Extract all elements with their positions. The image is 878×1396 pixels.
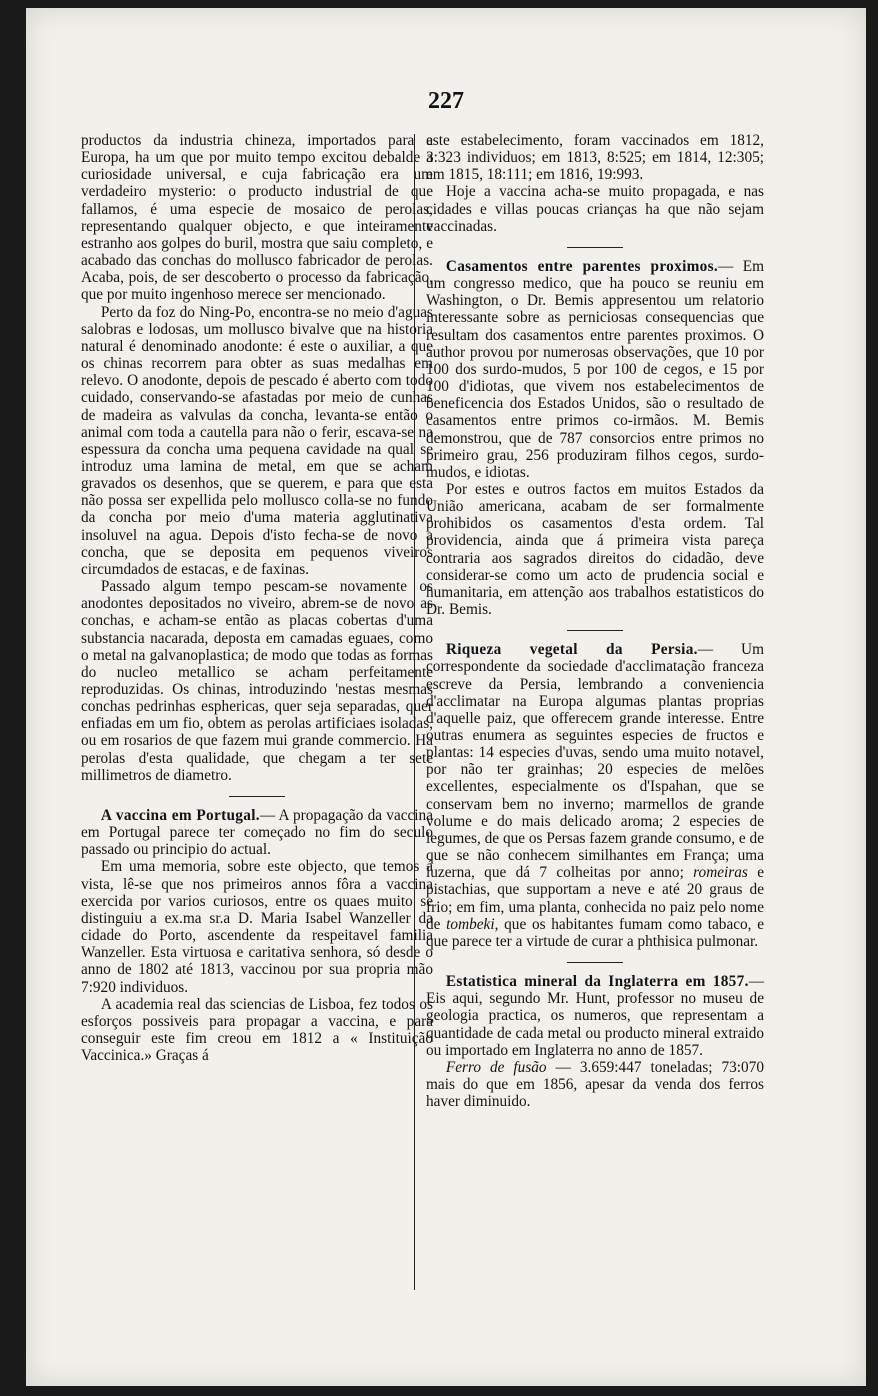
article-riqueza: [426, 641, 764, 950]
section-rule: [229, 796, 285, 797]
heading-riqueza: Riqueza vegetal da Persia.: [445, 641, 698, 659]
article-riqueza-text-c: , que os habitantes fumam como tabaco, e que parece ter a virtude de curar a phthisica pulmonar.: [426, 915, 765, 950]
section-rule: [567, 247, 623, 248]
article-casamentos-lead-text: — Em um congresso medico, que ha pouco se reuniu em Washington, o Dr. Bemis appresentou um relatorio interessante sobre as perniciosas consequencias que resultam dos casamentos entre parentes proximos. O author provou por numerosas observações, que 10 por 100 dos surdo-mudos, 5 por 100 de cegos, e 15 por 100 d'idiotas, que vivem nos estabelecimentos de beneficencia dos Estados Unidos, são o resultado de casamentos entre primos co-irmãos. M. Bemis demonstrou, que de 787 consorcios entre primos no primeiro grau, 256 produziram filhos cegos, surdo-mudos, e idiotas.: [426, 257, 764, 481]
right-column: [426, 132, 764, 1110]
article-vaccina-today: Hoje a vaccina acha-se muito propagada, e nas cidades e villas poucas crianças ha que não sejam vaccinadas.: [426, 183, 764, 235]
article-vaccina-academia: A academia real das sciencias de Lisboa, fez todos os esforços possiveis para propagar a vaccina, e para conseguir este fim creou em 1812 a « Instituição Vaccinica.» Graças á: [81, 995, 433, 1065]
section-rule: [567, 630, 623, 631]
heading-vaccina: A vaccina em Portugal.: [100, 806, 260, 824]
article-chinese-pearls-process: Passado algum tempo pescam-se novamente os anodontes depositados no viveiro, abrem-se de novo as conchas, e acham-se então as placas cobertas d'uma substancia nacarada, deposta em camadas eguaes, como o metal na galvanoplastica; de modo que todas as formas do nucleo metallico se acham perfeitamente reproduzidas. Os chinas, introduzindo 'nestas mesmas conchas pedrinhas esphericas, quer seja separadas, quer enfiadas em um fio, obtem as perolas artificiaes isoladas, ou em rosarios de que fazem mui grande commercio. Ha perolas d'esta qualidade, que chegam a ter sete millimetros de diametro.: [81, 578, 433, 784]
left-column: [81, 132, 433, 1064]
newspaper-page: [26, 8, 866, 1386]
article-casamentos-laws: Por estes e outros factos em muitos Estados da União americana, acabam de ser formalmente prohibidos os casamentos d'esta ordem. Tal providencia, ainda que á primeira vista pareça contraria aos sagrados direitos do cidadão, deve considerar-se como um acto de prudencia social e humanitaria, em attenção aos trabalhos estatisticos do Dr. Bemis.: [426, 480, 764, 619]
article-vaccina-memoria: Em uma memoria, sobre este objecto, que temos á vista, lê-se que nos primeiros annos fôra a vaccina exercida por varios curiosos, entre os quaes muito se distinguiu a ex.ma sr.a D. Maria Isabel Wanzeller da cidade do Porto, ascendente da respeitavel familia Wanzeller. Esta virtuosa e caritativa senhora, só desde o anno de 1802 até 1813, vaccinou por sua propria mão 7:920 individuos.: [81, 858, 433, 996]
ferro-fusao-label: Ferro de fusão: [445, 1058, 547, 1076]
article-chinese-pearls-anodonte: Perto da foz do Ning-Po, encontra-se no meio d'aguas salobras e lodosas, um mollusco bivalve que na historia natural é denominado anodonte: é este o auxiliar, a que os chinas recorrem para obter as suas medalhas em relevo. O anodonte, depois de pescado é aberto com todo cuidado, conservando-se afastadas por meio de cunhas de madeira as valvulas da concha, levanta-se então o animal com toda a cautella para não o ferir, escava-se na espessura da concha uma pequena cavidade na qual se introduz uma lamina de metal, em que se acham gravados os desenhos, que se querem, e para que esta não possa ser expellida pelo mollusco colla-se no fundo da concha por meio d'uma materia agglutinativa insoluvel na agua. Depois d'isto fecha-se de novo a concha, que se deposita em pequenos viveiros circumdados de estacas, e de faxinas.: [81, 303, 433, 578]
article-estatistica-lead-text: — Eis aqui, segundo Mr. Hunt, professor no museu de geologia practica, os numeros, que representam a quantidade de cada metal ou producto mineral extraido ou importado em Inglaterra no anno de 1857.: [426, 973, 764, 1059]
article-chinese-pearls-intro: productos da industria chineza, importados para a Europa, ha um que por muito tempo excitou debalde a curiosidade universal, e cuja fabricação era um verdadeiro mysterio: o producto industrial de que fallamos, é uma especie de mosaico de perolas, representando qualquer objecto, e que inteiramente estranho aos golpes do buril, mostra que saiu completo, e acabado das conchas do mollusco fabricador de perolas. Acaba, pois, de ser descoberto o processo da fabricação, que por muito ingenhoso merece ser mencionado.: [81, 132, 433, 304]
section-rule: [567, 962, 623, 963]
article-riqueza-text-b: e pistachias, que supportam a neve e até 20 graus de frio; em fim, uma planta, conhecida no paiz pelo nome de: [426, 864, 764, 933]
article-riqueza-italic-tombeki: tombeki: [446, 915, 495, 933]
article-vaccina-lead-text: — A propagação da vaccina em Portugal parece ter começado no fim do seculo passado ou principio do actual.: [81, 806, 433, 859]
page-number: 227: [428, 88, 464, 114]
article-casamentos-lead: [426, 258, 764, 481]
article-vaccina-stats: este estabelecimento, foram vaccinados em 1812, 3:323 individuos; em 1813, 8:525; em 1814, 12:305; em 1815, 18:111; em 1816, 19:993.: [426, 132, 764, 184]
heading-estatistica: Estatistica mineral da Inglaterra em 1857.: [445, 973, 749, 991]
ferro-fusao-text: — 3.659:447 toneladas; 73:070 mais do que em 1856, apesar da venda dos ferros haver diminuido.: [426, 1058, 765, 1111]
article-estatistica-ferro: [426, 1059, 764, 1110]
article-riqueza-italic-romeiras: romeiras: [693, 864, 748, 882]
article-vaccina-lead: [81, 807, 433, 858]
article-riqueza-text-a: — Um correspondente da sociedade d'acclimatação franceza escreve da Persia, lembrando a conveniencia d'acclimatar na Europa algumas plantas proprias d'aquelle paiz, que offerecem grande interesse. Entre outras enumera as seguintes especies de fructos e plantas: 14 especies d'uvas, sendo uma muito notavel, por não ter grainhas; 20 especies de melões excellentes, especialmente os d'Ispahan, que se conservam bem no inverno; marmellos de grande volume e do mais delicado aroma; 2 especies de legumes, de que os Persas fazem grande consumo, e de que se não conhecem similhantes em França; uma luzerna, que dá 7 colheitas por anno;: [426, 641, 765, 882]
heading-casamentos: Casamentos entre parentes proximos.: [445, 257, 718, 275]
article-estatistica-lead: [426, 973, 764, 1059]
